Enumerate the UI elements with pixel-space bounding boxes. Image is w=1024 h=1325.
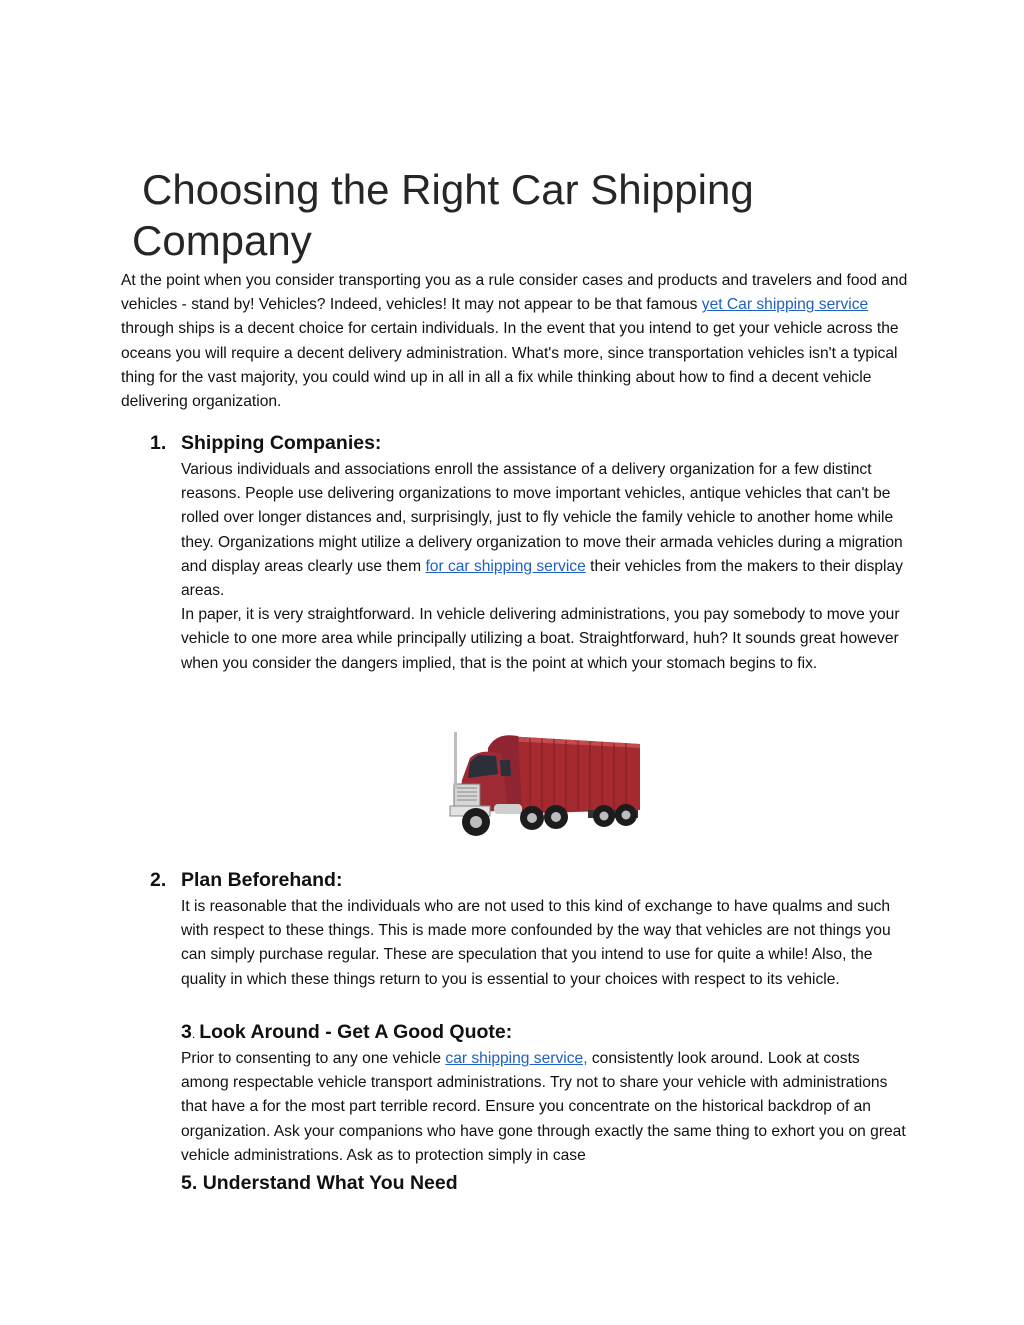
- section-2-title: Plan Beforehand:: [181, 869, 343, 891]
- section-2-heading: [150, 867, 342, 893]
- section-3-heading: [181, 1019, 512, 1047]
- section-1-heading: [150, 430, 381, 456]
- section-1-title: Shipping Companies:: [181, 432, 382, 454]
- section-5-title: Understand What You Need: [202, 1172, 458, 1194]
- page-title-line-2: Company: [132, 217, 312, 264]
- page-title-line-1: Choosing the Right Car Shipping: [142, 166, 754, 213]
- section-2-paragraph: It is reasonable that the individuals who are not used to this kind of exchange to have qualms and such with respect to these things. This is made more confounded by the way that vehicles are not things you can simply purchase regular. These are speculation that you intend to use for quite a while! Also, the quality in which these things return to you is essential to your choices with respect to its vehicle.: [181, 898, 891, 988]
- red-semi-truck-icon: [448, 718, 644, 846]
- section-3-text-end: consistently look around. Look at costs among respectable vehicle transport administrations. Try not to share your vehicle with administrations that have a for the most part terrible record. Ensure you concentrate on the historical backdrop of an organization. Ask your companions who have gone through exactly the same thing to exhort you on great vehicle administrations. Ask as to protection simply in case: [181, 1050, 906, 1164]
- section-1-number: 1.: [150, 432, 167, 454]
- section-5-heading: [181, 1170, 458, 1196]
- section-5-number: 5.: [181, 1172, 198, 1194]
- section-3-text-start: Prior to consenting to any one vehicle: [181, 1050, 446, 1067]
- section-3-dot: .: [191, 1027, 196, 1041]
- for-car-shipping-service-link[interactable]: for car shipping service: [425, 557, 586, 575]
- section-3-paragraph: [181, 1047, 911, 1168]
- intro-paragraph: [121, 269, 911, 414]
- section-3-number: 3: [181, 1021, 192, 1043]
- section-2-number: 2.: [150, 869, 167, 891]
- section-1-text-end: their vehicles from the makers to their display areas.: [181, 557, 903, 600]
- intro-text-start: At the point when you consider transporting you as a rule consider cases and products and travelers and food and vehicles - stand by! Vehicles? Indeed, vehicles! It may not appear to be that famous: [121, 272, 908, 314]
- section-1-body: [181, 458, 911, 676]
- section-1-paragraph-1: [181, 458, 911, 603]
- section-1-text-start: Various individuals and associations enroll the assistance of a delivery organization for a few distinct reasons. People use delivering organizations to move important vehicles, antique vehicles that can't be rolled over longer distances and, surprisingly, just to fly vehicle the family vehicle to another home while they. Organizations might utilize a delivery organization to move their armada vehicles during a migration and display areas clearly use them: [181, 461, 903, 575]
- truck-image: [448, 718, 644, 846]
- car-shipping-service-link[interactable]: yet Car shipping service: [701, 296, 869, 314]
- section-1-paragraph-2: In paper, it is very straightforward. In vehicle delivering administrations, you pay somebody to move your vehicle to one more area while principally utilizing a boat. Straightforward, huh? It sounds great however when you consider the dangers implied, that is the point at which your stomach begins to fix.: [181, 606, 900, 672]
- page-title: [130, 164, 930, 266]
- section-3-title: Look Around - Get A Good Quote:: [199, 1021, 513, 1043]
- car-shipping-service-link-2[interactable]: car shipping service,: [445, 1050, 588, 1067]
- intro-text-end: through ships is a decent choice for certain individuals. In the event that you intend to get your vehicle across the oceans you will require a decent delivery administration. What's more, since transportation vehicles isn't a typical thing for the vast majority, you could wind up in all in all a fix while thinking about how to find a decent vehicle delivering organization.: [121, 320, 899, 411]
